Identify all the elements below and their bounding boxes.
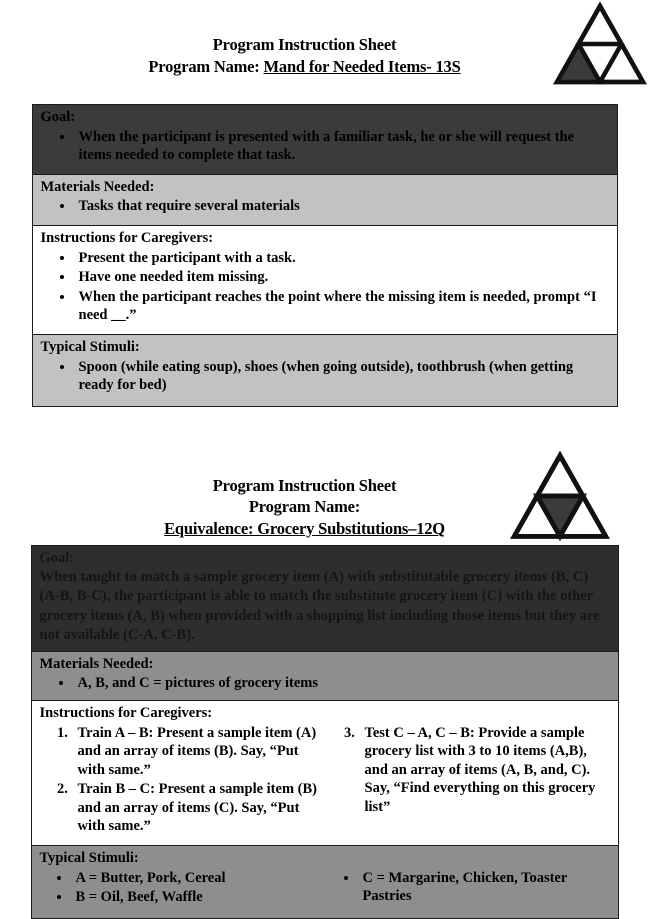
sheet2-header xyxy=(0,443,649,545)
sheet1-instructions-list xyxy=(41,249,609,325)
sheet2-title-line1: Program Instruction Sheet xyxy=(212,475,397,495)
sheet1-instructions-label: Instructions for Caregivers: xyxy=(40,230,214,247)
sheet2-stimuli-right-list xyxy=(327,869,610,906)
list-item: • B = Oil, Beef, Waffle xyxy=(72,888,325,907)
sheet1-instructions-row xyxy=(33,226,617,335)
sheet2-stimuli-left-list xyxy=(40,869,325,907)
list-item: 3. Test C – A, C – B: Provide a sample grocery list with 3 to 10 items (A,B), and an array of items (A, B, and, C). Say, “Find everything on this grocery list” xyxy=(359,724,610,817)
list-item: • Present the participant with a task. xyxy=(75,249,609,268)
sheet1-goal-list xyxy=(41,128,609,165)
triforce-logo-sheet2 xyxy=(510,451,604,537)
list-item: • When the participant reaches the point where the missing item is needed, prompt “I need __.” xyxy=(75,288,609,325)
sheet1-stimuli-row xyxy=(33,335,617,406)
list-item: • When the participant is presented with a familiar task, he or she will request the items needed to complete that task. xyxy=(75,128,609,165)
sheet1-materials-list xyxy=(41,197,609,216)
sheet2-materials-row xyxy=(32,652,618,701)
list-item: 2. Train B – C: Present a sample item (B) and an array of items (C). Say, “Put with same.” xyxy=(72,780,325,836)
sheet1-materials-row xyxy=(33,175,617,226)
sheet2-goal-text: When taught to match a sample grocery item (A) with substitutable grocery items (B, C) (A-B, B-C), the participant is able to match the substitute grocery item (C) with the other grocery items (A, B) when provided with a shopping list including those items but they are not available (C-A, C-B). xyxy=(39,569,600,643)
list-item: • A, B, and C = pictures of grocery items xyxy=(74,674,610,693)
sheet1-goal-row xyxy=(33,105,617,175)
sheet1-program-name-value: Mand for Needed Items- 13S xyxy=(263,56,461,76)
sheet2-program-name-value: Equivalence: Grocery Substitutions–12Q xyxy=(164,519,445,539)
sheet2-table xyxy=(31,545,619,919)
sheet2-program-name-label: Program Name: xyxy=(248,497,361,517)
sheet2-goal-label: Goal: xyxy=(39,549,75,566)
list-item: 1. Train A – B: Present a sample item (A) and an array of items (B). Say, “Put with same.” xyxy=(72,724,325,780)
sheet2-instructions-row xyxy=(32,701,618,846)
list-item: • A = Butter, Pork, Cereal xyxy=(72,869,325,888)
sheet2-instructions-right-list xyxy=(327,724,610,817)
sheet2-stimuli-label: Typical Stimuli: xyxy=(39,850,139,866)
list-item: • C = Margarine, Chicken, Toaster Pastries xyxy=(359,869,610,906)
sheet2-stimuli-columns xyxy=(40,869,610,908)
sheet1-goal-label: Goal: xyxy=(40,109,76,125)
sheet2-instructions-right-col xyxy=(325,724,610,818)
list-item: • Spoon (while eating soup), shoes (when going outside), toothbrush (when getting ready for bed) xyxy=(75,358,609,395)
list-item: • Tasks that require several materials xyxy=(75,197,609,216)
sheet-separator xyxy=(0,407,649,443)
sheet2-stimuli-left-col xyxy=(40,869,325,908)
sheet1-header xyxy=(0,0,649,104)
sheet1-title-line1: Program Instruction Sheet xyxy=(212,35,397,54)
triforce-logo-sheet1 xyxy=(553,2,647,88)
sheet2-goal-row xyxy=(32,546,618,652)
sheet1-program-name-label: Program Name: xyxy=(148,56,264,76)
sheet2-instructions-left-list xyxy=(40,724,325,836)
sheet2-instructions-columns xyxy=(40,724,610,837)
sheet2-stimuli-right-col xyxy=(325,869,610,907)
sheet2-materials-label: Materials Needed: xyxy=(39,655,154,672)
sheet2-instructions-left-col xyxy=(40,724,325,837)
sheet1-title-block xyxy=(0,0,649,78)
sheet1-materials-label: Materials Needed: xyxy=(40,178,155,195)
sheet2-materials-list xyxy=(40,674,610,693)
sheet1-stimuli-list xyxy=(41,358,609,395)
sheet1-stimuli-label: Typical Stimuli: xyxy=(40,338,140,355)
list-item: • Have one needed item missing. xyxy=(75,268,609,287)
sheet1-title-line2 xyxy=(60,56,549,78)
sheet1-table xyxy=(32,104,618,407)
sheet2-stimuli-row xyxy=(32,846,618,918)
sheet2-instructions-label: Instructions for Caregivers: xyxy=(39,705,213,722)
